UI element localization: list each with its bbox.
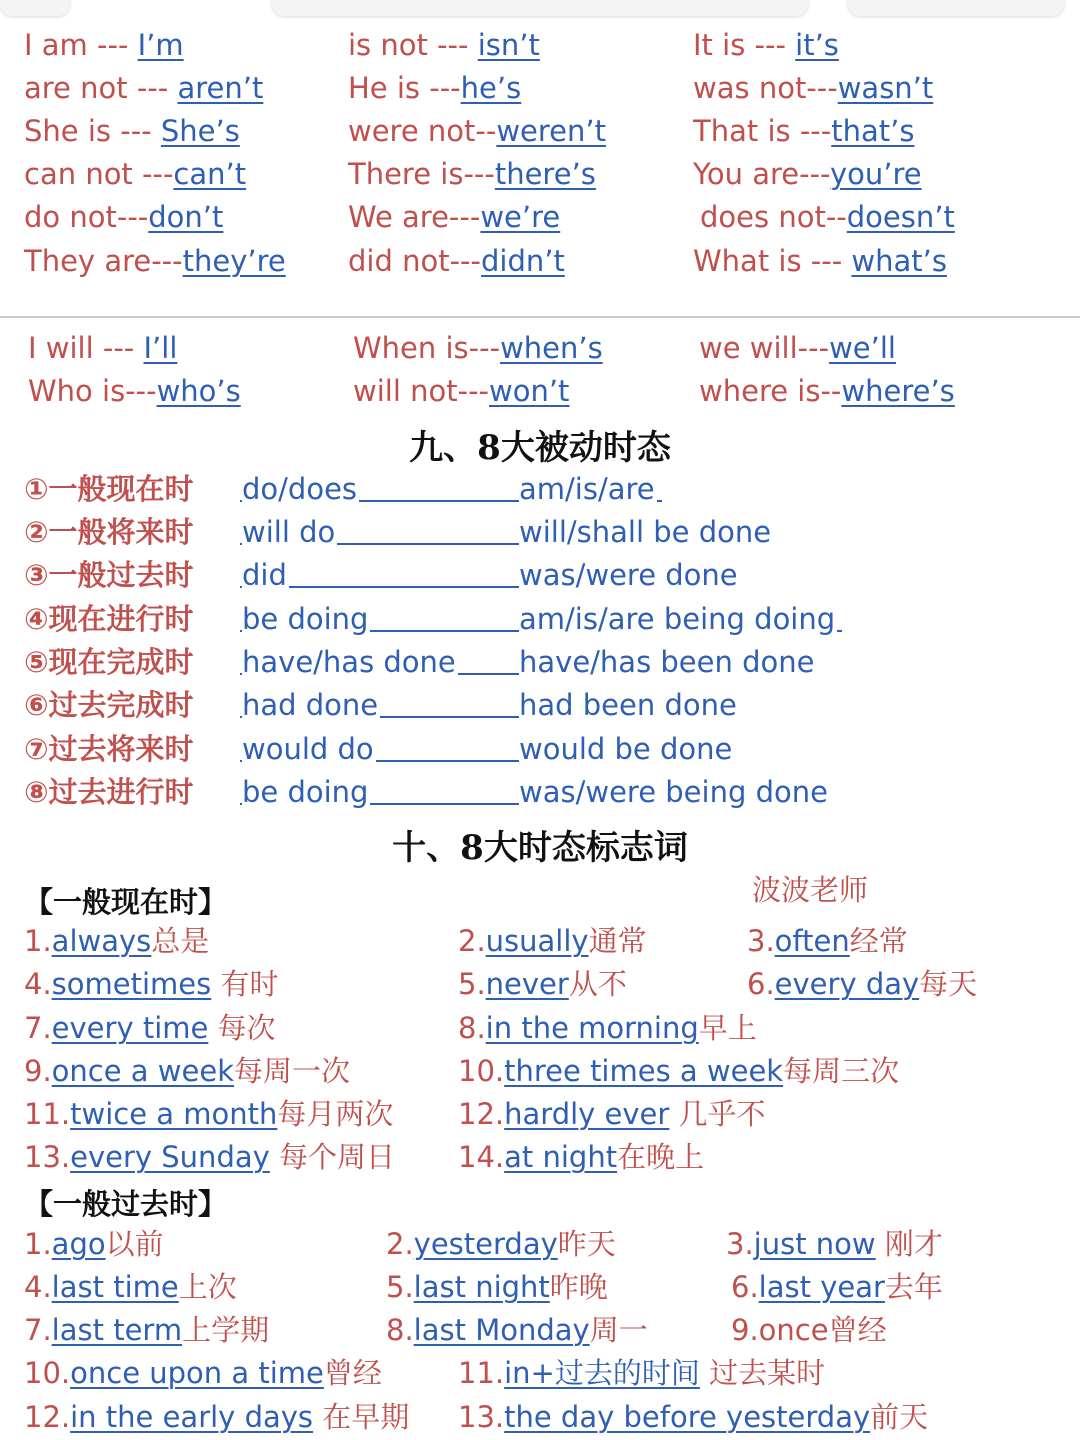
contraction-item: What is --- what’s [693,244,947,278]
signal-word: 10.once upon a time曾经 [24,1356,382,1390]
passive-row-label: ⑥过去完成时 [24,688,194,722]
contraction-item: we will---we’ll [699,331,896,365]
contraction-item: We are---we’re [348,200,561,234]
passive-row-label: ⑦过去将来时 [24,732,194,766]
signal-word: 11.twice a month每月两次 [24,1097,394,1131]
signal-word: 5.never从不 [458,967,627,1001]
contraction-item: does not--doesn’t [700,200,955,234]
signal-word: 4.last time上次 [24,1270,237,1304]
top-bar-left [0,0,70,16]
contraction-item: I will --- I’ll [28,331,178,365]
contraction-item: They are---they’re [24,244,286,278]
passive-row-active: be doing [242,602,369,636]
passive-row-passive: am/is/are [519,472,655,506]
passive-row-passive: would be done [519,732,733,766]
passive-row-active: did [242,558,287,592]
section-10-title: 十、8大时态标志词 [392,828,688,868]
section-9-title: 九、8大被动时态 [409,428,671,468]
contraction-item: She is --- She’s [24,114,240,148]
signal-word: 7.every time 每次 [24,1011,276,1045]
signal-word: 12.hardly ever 几乎不 [458,1097,766,1131]
passive-row-active: had done [242,688,379,722]
signal-word: 12.in the early days 在早期 [24,1400,410,1434]
passive-row-label: ④现在进行时 [24,602,194,636]
contraction-item: is not --- isn’t [348,28,540,62]
top-toolbar[interactable] [272,0,808,16]
contraction-item: were not--weren’t [348,114,606,148]
passive-row-label: ②一般将来时 [24,515,194,549]
passive-row-passive: had been done [519,688,737,722]
author-label: 波波老师 [752,873,869,907]
passive-row-active: be doing [242,775,369,809]
signal-word: 2.yesterday昨天 [386,1227,616,1261]
signal-word: 2.usually通常 [458,924,647,958]
section-divider [0,316,1080,318]
signal-word: 5.last night昨晚 [386,1270,608,1304]
contraction-item: When is---when’s [353,331,603,365]
contraction-item: He is ---he’s [348,71,522,105]
signal-word: 13.the day before yesterday前天 [458,1400,929,1434]
signal-word: 4.sometimes 有时 [24,967,279,1001]
contraction-item: You are---you’re [693,157,922,191]
signal-word: 1.always总是 [24,924,210,958]
passive-row-label: ⑧过去进行时 [24,775,194,809]
signal-word: 13.every Sunday 每个周日 [24,1140,396,1174]
passive-row-active: would do [242,732,374,766]
contraction-item: can not ---can’t [24,157,247,191]
top-bar-right [848,0,1064,16]
contraction-item: Who is---who’s [28,374,241,408]
signal-word: 10.three times a week每周三次 [458,1054,900,1088]
contraction-item: was not---wasn’t [693,71,934,105]
passive-row-passive: am/is/are being doing [519,602,836,636]
contraction-item: That is ---that’s [693,114,915,148]
passive-row-passive: will/shall be done [519,515,772,549]
signal-word: 1.ago以前 [24,1227,164,1261]
passive-row-active: will do [242,515,336,549]
signal-word: 7.last term上学期 [24,1313,270,1347]
signal-word: 3.just now 刚才 [726,1227,943,1261]
passive-row-passive: was/were done [519,558,738,592]
signal-word: 8.in the morning早上 [458,1011,757,1045]
contraction-item: where is--where’s [699,374,955,408]
passive-row-label: ⑤现在完成时 [24,645,194,679]
contraction-item: I am --- I’m [24,28,184,62]
signal-word: 3.often经常 [747,924,908,958]
passive-row-active: do/does [242,472,358,506]
signal-word: 6.every day每天 [747,967,978,1001]
signal-word: 9.once a week每周一次 [24,1054,350,1088]
present-tense-heading: 【一般现在时】 [24,885,228,919]
past-tense-heading: 【一般过去时】 [24,1187,228,1221]
passive-row-passive: have/has been done [519,645,815,679]
passive-row-label: ③一般过去时 [24,558,194,592]
signal-word: 14.at night在晚上 [458,1140,705,1174]
passive-row-active: have/has done [242,645,456,679]
contraction-item: are not --- aren’t [24,71,264,105]
contraction-item: will not---won’t [353,374,570,408]
signal-word: 6.last year去年 [731,1270,943,1304]
contraction-item: It is --- it’s [693,28,839,62]
contraction-item: There is---there’s [348,157,596,191]
contraction-item: do not---don’t [24,200,224,234]
signal-word: 9.once曾经 [731,1313,887,1347]
passive-row-label: ①一般现在时 [24,472,194,506]
passive-row-passive: was/were being done [519,775,828,809]
signal-word: 8.last Monday周一 [386,1313,648,1347]
contraction-item: did not---didn’t [348,244,565,278]
signal-word: 11.in+过去的时间 过去某时 [458,1356,826,1390]
